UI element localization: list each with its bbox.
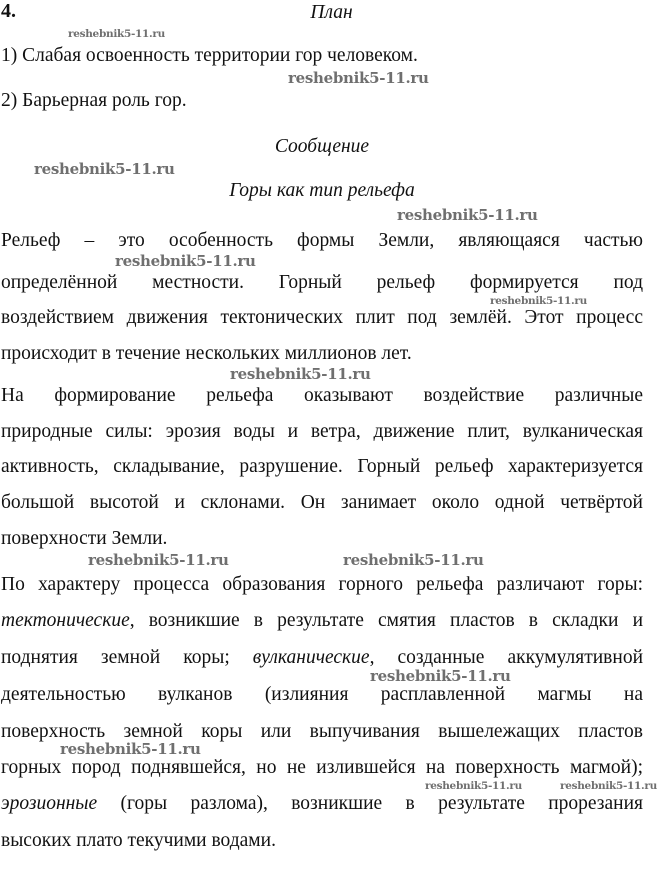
text-segment: природные силы: эрозия воды и ветра, движение плит, вулканическая: [1, 421, 643, 442]
paragraph-1-line: [1, 272, 643, 293]
paragraph-3-line: [1, 610, 643, 631]
message-title: Сообщение: [274, 136, 370, 157]
watermark: reshebnik5-11.ru: [230, 365, 371, 383]
paragraph-1-line: [1, 343, 643, 364]
text-segment: , созданные аккумулятивной: [369, 647, 644, 668]
paragraph-2-line: [1, 421, 643, 442]
paragraph-3-line: [1, 793, 643, 814]
text-segment: , возникшие в результате смятия пластов в складки и: [129, 610, 643, 631]
paragraph-3-line: [1, 647, 643, 668]
watermark: reshebnik5-11.ru: [88, 551, 229, 569]
paragraph-3-line: [1, 830, 643, 851]
italic-term: тектонические: [1, 610, 130, 631]
watermark: reshebnik5-11.ru: [397, 206, 538, 224]
paragraph-2-line: [1, 385, 643, 406]
watermark: reshebnik5-11.ru: [115, 252, 256, 270]
text-segment: поднятия земной коры;: [1, 647, 253, 668]
watermark: reshebnik5-11.ru: [60, 740, 201, 758]
watermark: reshebnik5-11.ru: [34, 160, 175, 178]
text-segment: определённой местности. Горный рельеф формируется под: [1, 272, 643, 293]
paragraph-2-line: [1, 456, 643, 477]
plan-item-1: 1) Слабая освоенность территории гор человеком.: [1, 45, 418, 66]
text-segment: По характеру процесса образования горного рельефа различают горы:: [1, 574, 643, 595]
text-segment: большой высотой и склонами. Он занимает около одной четвёртой: [1, 492, 643, 513]
paragraph-3-line: [1, 574, 643, 595]
topic-title: Горы как тип рельефа: [229, 180, 415, 201]
text-segment: активность, складывание, разрушение. Горный рельеф характеризуется: [1, 456, 643, 477]
watermark: reshebnik5-11.ru: [343, 551, 484, 569]
paragraph-1-line: [1, 230, 643, 251]
text-segment: происходит в течение нескольких миллионов лет.: [1, 343, 412, 364]
text-segment: (горы разлома), возникшие в результате прорезания: [97, 793, 643, 814]
watermark: reshebnik5-11.ru: [490, 295, 587, 307]
watermark: reshebnik5-11.ru: [68, 28, 165, 40]
watermark: reshebnik5-11.ru: [370, 667, 511, 685]
text-segment: Рельеф – это особенность формы Земли, являющаяся частью: [1, 230, 643, 251]
task-number: 4.: [1, 0, 16, 22]
paragraph-2-line: [1, 492, 643, 513]
paragraph-2-line: [1, 528, 643, 549]
plan-item-2: 2) Барьерная роль гор.: [1, 90, 187, 111]
italic-term: вулканические: [252, 647, 370, 668]
text-segment: деятельностью вулканов (излияния расплавленной магмы на: [1, 684, 643, 705]
text-segment: воздействием движения тектонических плит под землёй. Этот процесс: [1, 307, 643, 328]
text-segment: поверхность земной коры или выпучивания вышележащих пластов: [1, 721, 643, 742]
text-segment: На формирование рельефа оказывают воздействие различные: [1, 385, 643, 406]
watermark: reshebnik5-11.ru: [288, 69, 429, 87]
paragraph-3-line: [1, 721, 643, 742]
paragraph-3-line: [1, 757, 643, 778]
plan-title: План: [310, 2, 353, 23]
text-segment: горных пород поднявшейся, но не излившейся на поверхность магмой);: [1, 757, 643, 778]
paragraph-1-line: [1, 307, 643, 328]
paragraph-3-line: [1, 684, 643, 705]
text-segment: поверхности Земли.: [1, 528, 168, 549]
text-segment: высоких плато текучими водами.: [1, 830, 276, 851]
italic-term: эрозионные: [1, 793, 98, 814]
watermark: reshebnik5-11.ru: [560, 780, 657, 792]
watermark: reshebnik5-11.ru: [425, 780, 522, 792]
